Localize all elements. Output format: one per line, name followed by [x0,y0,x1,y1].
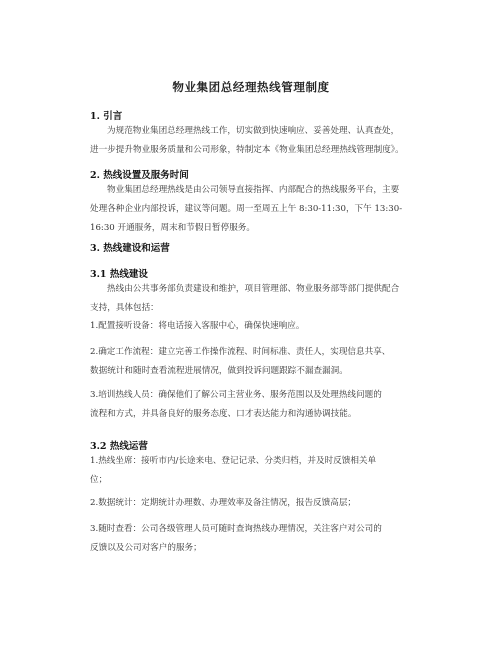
text-line: 进一步提升物业服务质量和公司形象，特制定本《物业集团总经理热线管理制度》。 [90,145,404,155]
text-line: 数据统计和随时查看流程进展情况，做到投诉问题跟踪不漏查漏洞。 [90,366,348,376]
text-line: 2.确定工作流程：建立完善工作操作流程、时间标准、责任人，实现信息共享、 [90,347,391,357]
list-item-query [90,520,435,558]
text-line: 反馈以及公司对客户的服务； [90,543,202,553]
paragraph-introduction [90,122,435,160]
text-line: 热线由公共事务部负责建设和维护，项目管理部、物业服务部等部门提供配合 [107,284,400,294]
list-item-statistics [90,494,435,513]
text-line: 16:30 开通服务，周末和节假日暂停服务。 [90,223,255,233]
text-line: 物业集团总经理热线是由公司领导直接指挥、内部配合的热线服务平台，主要 [107,185,400,195]
heading-hotline-setup: 2. 热线设置及服务时间 [90,170,189,181]
list-item-training [90,386,435,424]
text-line: 处理各种企业内部投诉，建议等问题。周一至周五上午 8:30-11:30，下午 13:30- [90,204,403,214]
text-line: 支持，具体包括： [90,303,159,313]
list-item-equipment [90,317,435,336]
heading-construction-operation: 3. 热线建设和运营 [90,243,170,254]
list-item-workflow [90,343,435,381]
paragraph-construction-intro [90,280,435,318]
heading-introduction: 1. 引言 [90,111,123,122]
heading-hotline-operation: 3.2 热线运营 [90,441,148,452]
text-line: 3.随时查看：公司各级管理人员可随时查询热线办理情况，关注客户对公司的 [90,524,382,534]
heading-hotline-construction: 3.1 热线建设 [90,269,148,280]
list-item-seat [90,452,435,490]
paragraph-hotline-setup [90,181,435,238]
text-line: 2.数据统计：定期统计办理数、办理效率及备注情况，报告反馈高层； [90,498,357,508]
text-line: 3.培训热线人员：确保他们了解公司主营业务、服务范围以及处理热线问题的 [90,390,382,400]
text-line: 1.配置接听设备：将电话接入客服中心，确保快速响应。 [90,321,305,331]
text-line: 1.热线坐席：接听市内/长途来电、登记记录、分类归档，并及时反馈相关单 [90,456,377,466]
document-title: 物业集团总经理热线管理制度 [172,80,330,94]
text-line: 为规范物业集团总经理热线工作，切实做到快速响应、妥善处理、认真查处， [107,126,400,136]
text-line: 流程和方式，并具备良好的服务态度、口才表达能力和沟通协调技能。 [90,409,357,419]
text-line: 位； [90,475,108,485]
